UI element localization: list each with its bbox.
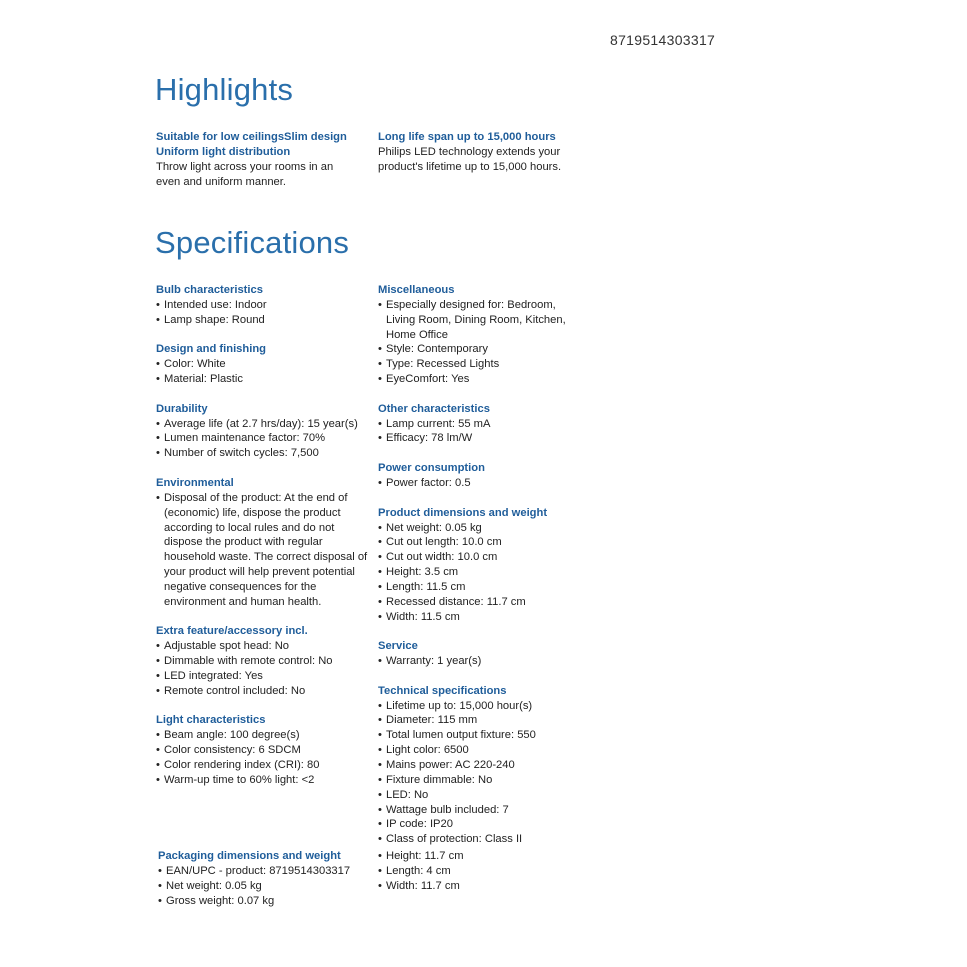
spec-list bbox=[156, 728, 371, 787]
spec-item: • Color rendering index (CRI): 80 bbox=[156, 758, 371, 773]
spec-item: • Cut out length: 10.0 cm bbox=[378, 535, 588, 550]
spec-item: • Net weight: 0.05 kg bbox=[378, 521, 588, 536]
spec-list bbox=[378, 476, 588, 491]
spec-item: • Lamp shape: Round bbox=[156, 313, 371, 328]
spec-item: • Beam angle: 100 degree(s) bbox=[156, 728, 371, 743]
packaging-list-right bbox=[378, 849, 588, 894]
spec-section-title: Design and finishing bbox=[156, 343, 267, 356]
spec-section bbox=[156, 402, 371, 461]
spec-section-title: Light characteristics bbox=[156, 714, 266, 727]
spec-section-title: Service bbox=[378, 640, 418, 653]
spec-section bbox=[156, 713, 371, 787]
highlight-right bbox=[378, 130, 593, 175]
spec-section bbox=[378, 639, 588, 669]
spec-section bbox=[378, 402, 588, 447]
spec-section-title: Technical specifications bbox=[378, 684, 507, 697]
spec-list bbox=[378, 699, 588, 847]
spec-item: • Remote control included: No bbox=[156, 684, 371, 699]
packaging-section-right bbox=[378, 849, 588, 894]
spec-item: • Especially designed for: Bedroom, Living Room, Dining Room, Kitchen, Home Office bbox=[378, 298, 588, 343]
spec-item: • Lumen maintenance factor: 70% bbox=[156, 431, 371, 446]
spec-item: • Style: Contemporary bbox=[378, 342, 588, 357]
packaging-item: • Length: 4 cm bbox=[378, 864, 588, 879]
spec-item: • Diameter: 115 mm bbox=[378, 713, 588, 728]
spec-item: • IP code: IP20 bbox=[378, 817, 588, 832]
spec-item: • Recessed distance: 11.7 cm bbox=[378, 595, 588, 610]
spec-list bbox=[156, 357, 371, 387]
spec-section bbox=[378, 283, 588, 387]
highlight-title-1: Suitable for low ceilingsSlim design bbox=[156, 131, 347, 143]
spec-list bbox=[378, 521, 588, 625]
spec-section bbox=[378, 506, 588, 625]
spec-item: • Lamp current: 55 mA bbox=[378, 417, 588, 432]
spec-item: • Lifetime up to: 15,000 hour(s) bbox=[378, 699, 588, 714]
highlight-text-right: Philips LED technology extends your product's lifetime up to 15,000 hours. bbox=[378, 145, 562, 173]
spec-item: • Dimmable with remote control: No bbox=[156, 654, 371, 669]
spec-item: • Intended use: Indoor bbox=[156, 298, 371, 313]
packaging-item: • Net weight: 0.05 kg bbox=[158, 879, 373, 894]
spec-item: • Color: White bbox=[156, 357, 371, 372]
spec-section bbox=[156, 624, 371, 698]
packaging-list-left bbox=[158, 864, 373, 909]
spec-item: • Length: 11.5 cm bbox=[378, 580, 588, 595]
spec-item: • LED: No bbox=[378, 788, 588, 803]
spec-section-title: Durability bbox=[156, 402, 208, 415]
highlights-heading: Highlights bbox=[155, 72, 294, 107]
spec-section-title: Bulb characteristics bbox=[156, 284, 263, 296]
spec-item: • Width: 11.5 cm bbox=[378, 610, 588, 625]
spec-item: • LED integrated: Yes bbox=[156, 669, 371, 684]
spec-section-title: Other characteristics bbox=[378, 402, 490, 415]
spec-item: • Cut out width: 10.0 cm bbox=[378, 550, 588, 565]
packaging-item: • Width: 11.7 cm bbox=[378, 879, 588, 894]
spec-item: • Power factor: 0.5 bbox=[378, 476, 588, 491]
highlight-title-3: Long life span up to 15,000 hours bbox=[378, 131, 556, 143]
highlight-left bbox=[156, 130, 371, 189]
spec-item: • Disposal of the product: At the end of (economic) life, dispose the product according to local rules and do not dispose the product with regular household waste. The correct disposal of your product will help prevent potential negative consequences for the environment and human health. bbox=[156, 491, 371, 610]
packaging-item: • Gross weight: 0.07 kg bbox=[158, 894, 373, 909]
spec-list bbox=[156, 639, 371, 698]
spec-item: • Efficacy: 78 lm/W bbox=[378, 431, 588, 446]
packaging-item: • Height: 11.7 cm bbox=[378, 849, 588, 864]
spec-list bbox=[156, 491, 371, 610]
spec-section-title: Miscellaneous bbox=[378, 284, 455, 296]
spec-item: • Class of protection: Class II bbox=[378, 832, 588, 847]
packaging-item: • EAN/UPC - product: 8719514303317 bbox=[158, 864, 373, 879]
spec-item: • Light color: 6500 bbox=[378, 743, 588, 758]
packaging-title: Packaging dimensions and weight bbox=[158, 850, 341, 862]
spec-list bbox=[156, 417, 371, 462]
spec-item: • Fixture dimmable: No bbox=[378, 773, 588, 788]
spec-item: • Warranty: 1 year(s) bbox=[378, 654, 588, 669]
spec-section-title: Extra feature/accessory incl. bbox=[156, 625, 308, 638]
spec-item: • Color consistency: 6 SDCM bbox=[156, 743, 371, 758]
spec-item: • Warm-up time to 60% light: <2 bbox=[156, 773, 371, 788]
spec-item: • Mains power: AC 220-240 bbox=[378, 758, 588, 773]
spec-section-title: Environmental bbox=[156, 476, 234, 489]
spec-section-title: Product dimensions and weight bbox=[378, 506, 548, 519]
spec-section bbox=[378, 461, 588, 491]
specs-right-column bbox=[378, 283, 588, 855]
spec-item: • Adjustable spot head: No bbox=[156, 639, 371, 654]
spec-section bbox=[156, 283, 371, 328]
spec-section bbox=[156, 342, 371, 387]
spec-item: • Number of switch cycles: 7,500 bbox=[156, 446, 371, 461]
spec-section-title: Power consumption bbox=[378, 462, 485, 475]
spec-list bbox=[378, 654, 588, 669]
spec-item: • Type: Recessed Lights bbox=[378, 357, 588, 372]
ean-code: 8719514303317 bbox=[610, 32, 716, 48]
spec-item: • Material: Plastic bbox=[156, 372, 371, 387]
spec-section bbox=[156, 476, 371, 610]
spec-list bbox=[378, 417, 588, 447]
spec-item: • EyeComfort: Yes bbox=[378, 372, 588, 387]
spec-item: • Average life (at 2.7 hrs/day): 15 year(s) bbox=[156, 417, 371, 432]
packaging-section bbox=[158, 849, 373, 908]
specs-left-column bbox=[156, 283, 371, 803]
highlight-title-2: Uniform light distribution bbox=[156, 145, 291, 158]
highlight-text-left: Throw light across your rooms in an even and uniform manner. bbox=[156, 160, 334, 188]
spec-list bbox=[378, 298, 588, 387]
spec-item: • Wattage bulb included: 7 bbox=[378, 803, 588, 818]
spec-item: • Total lumen output fixture: 550 bbox=[378, 728, 588, 743]
spec-list bbox=[156, 298, 371, 328]
spec-section bbox=[378, 684, 588, 847]
spec-item: • Height: 3.5 cm bbox=[378, 565, 588, 580]
specifications-heading: Specifications bbox=[155, 225, 350, 260]
